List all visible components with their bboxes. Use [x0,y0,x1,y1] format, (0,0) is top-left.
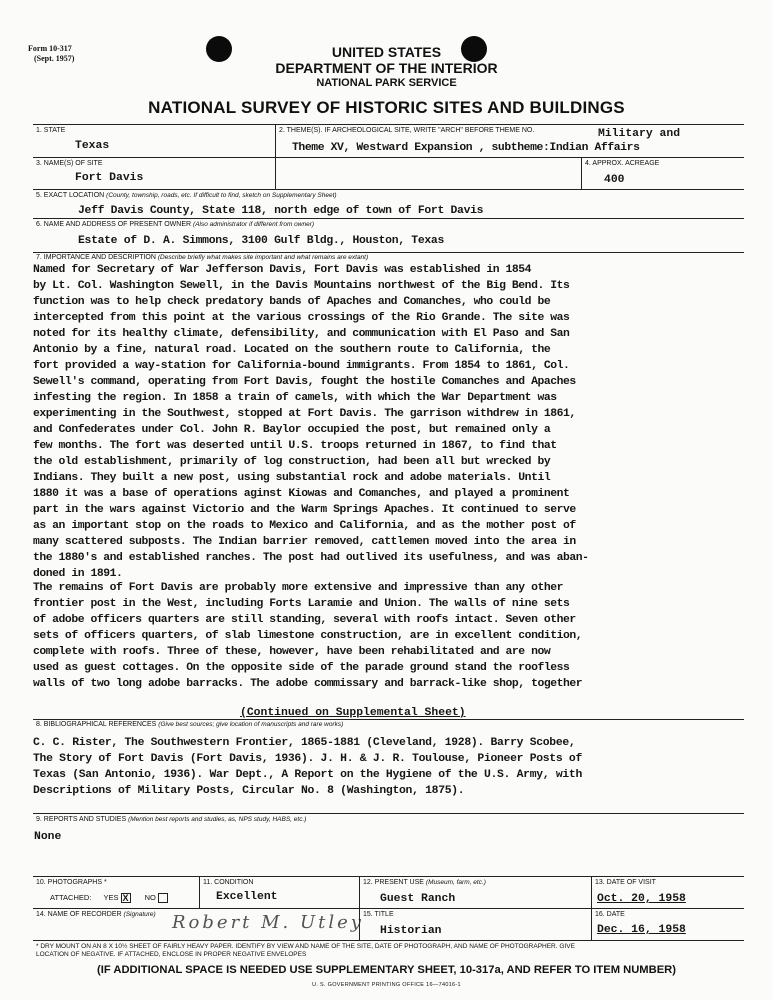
description-line: the 1880's and established ranches. The post had outlived its usefulness, and was aban- [33,552,589,564]
header-service: NATIONAL PARK SERVICE [316,77,457,89]
description-line: the old establishment, primarily of log construction, had been all but wrecked by [33,456,551,468]
bibliography-line: C. C. Rister, The Southwestern Frontier, 1865-1881 (Cleveland, 1928). Barry Scobee, [33,737,576,749]
yes-checkbox[interactable]: X [122,893,129,904]
no-checkbox[interactable] [158,893,168,903]
location-value: Jeff Davis County, State 118, north edge of town of Fort Davis [78,205,484,217]
date-of-visit-label: 13. DATE OF VISIT [595,879,656,886]
description-line: Antonio by a fine, natural road. Located on the southern route to California, the [33,344,551,356]
description-line: walls of two long adobe barracks. The adobe commissary and barrack-like shop, together [33,678,583,690]
form-number: Form 10-317 [28,44,72,53]
description-line: few months. The fort was deserted until U.S. troops returned in 1867, to find that [33,440,557,452]
description-line: function was to help check predatory bands of Apaches and Comanches, who could be [33,296,551,308]
form-title: NATIONAL SURVEY OF HISTORIC SITES AND BUILDINGS [148,98,625,117]
description-line: infesting the region. In 1858 a train of camels, with which the War Department was [33,392,557,404]
description-line: Named for Secretary of War Jefferson Davis, Fort Davis was established in 1854 [33,264,532,276]
additional-space-note: (IF ADDITIONAL SPACE IS NEEDED USE SUPPLEMENTARY SHEET, 10-317a, AND REFER TO ITEM NUMBER) [97,964,676,976]
state-value: Texas [75,140,110,152]
description-line: as an important stop on the roads to Mexico and California, and as the mother post of [33,520,576,532]
description-line: part in the wars against Victorio and the Warm Springs Apaches. It continued to serve [33,504,576,516]
description-line: 1880 it was a base of operations aginst Kiowas and Comanches, and played a prominent [33,488,570,500]
bibliography-label: 8. BIBLIOGRAPHICAL REFERENCES (Give best sources; give location of manuscripts and rare works) [36,721,344,728]
themes-value-2: Theme XV, Westward Expansion , subtheme:Indian Affairs [292,142,640,154]
description-line: many scattered subposts. The Indian barrier removed, cattlemen moved into the area in [33,536,576,548]
continued-note: (Continued on Supplemental Sheet) [240,707,466,719]
description-line: sets of officers quarters, of slab limestone construction, are in excellent condition, [33,630,583,642]
site-names-value: Fort Davis [75,172,144,184]
location-label: 5. EXACT LOCATION (County, township, roads, etc. If difficult to find, sketch on Supplementary Sheet) [36,192,337,199]
photographs-attached: ATTACHED: YES X NO [50,893,168,903]
description-line: The remains of Fort Davis are probably more extensive and impressive than any other [33,582,563,594]
date-value: Dec. 16, 1958 [597,924,686,936]
description-line: and Confederates under Col. John R. Baylor occupied the post, but remained only a [33,424,551,436]
recorder-title-label: 15. TITLE [363,911,394,918]
header-agency: UNITED STATES [331,44,442,60]
description-line: by Lt. Col. Washington Sewell, in the Davis Mountains northwest of the Big Bend. Its [33,280,570,292]
description-line: used as guest cottages. On the opposite side of the parade ground stand the roofless [33,662,570,674]
description-line: noted for its healthy climate, defensibility, and communication with El Paso and San [33,328,570,340]
state-label: 1. STATE [36,127,66,134]
date-of-visit-value: Oct. 20, 1958 [597,893,686,905]
bibliography-line: Texas (San Antonio, 1936). War Dept., A Report on the Hygiene of the U.S. Army, with [33,769,582,781]
condition-label: 11. CONDITION [203,879,254,886]
themes-value-1: Military and [598,128,681,140]
date-label: 16. DATE [595,911,625,918]
header-department: DEPARTMENT OF THE INTERIOR [275,60,498,76]
bibliography-line: The Story of Fort Davis (Fort Davis, 1936). J. H. & J. R. Toulouse, Pioneer Posts of [33,753,582,765]
description-line: intercepted from this point at the various crossings of the Rio Grande. The site was [33,312,570,324]
reports-value: None [34,831,62,843]
description-line: frontier post in the West, including Forts Laramie and Union. The walls of nine sets [33,598,570,610]
recorder-label: 14. NAME OF RECORDER (Signature) [36,911,156,918]
condition-value: Excellent [216,891,278,903]
site-names-label: 3. NAME(S) OF SITE [36,160,103,167]
photographs-label: 10. PHOTOGRAPHS * [36,879,107,886]
present-use-value: Guest Ranch [380,893,456,905]
acreage-label: 4. APPROX. ACREAGE [585,160,660,167]
form-date: (Sept. 1957) [34,54,75,63]
recorder-signature: Robert M. Utley [172,912,364,933]
owner-label: 6. NAME AND ADDRESS OF PRESENT OWNER (Also administrator if different from owner) [36,221,315,228]
photo-footnote: * DRY MOUNT ON AN 8 X 10½ SHEET OF FAIRLY HEAVY PAPER. IDENTIFY BY VIEW AND NAME OF THE SITE, DATE OF PHOTOGRAPH, AND NAME OF PHOTOGRAPHER. GIVE LOCATION OF NEGATIVE. IF ATTACHED, ENCLOSE IN PROPER NEGATIVE ENVELOPES [36,943,575,958]
description-line: experimenting in the Southwest, stopped at Fort Davis. The garrison withdrew in 1861, [33,408,576,420]
owner-value: Estate of D. A. Simmons, 3100 Gulf Bldg., Houston, Texas [78,235,444,247]
recorder-title-value: Historian [380,925,442,937]
description-line: doned in 1891. [33,568,123,580]
printing-office: U. S. GOVERNMENT PRINTING OFFICE 16—74016-1 [312,982,461,988]
description-line: Sewell's command, operating from Fort Davis, fought the hostile Comanches and Apaches [33,376,576,388]
description-line: fort provided a way-station for California-bound immigrants. From 1854 to 1861, Col. [33,360,570,372]
importance-label: 7. IMPORTANCE AND DESCRIPTION (Describe briefly what makes site important and what remains are extant) [36,254,369,261]
description-line: Indians. They built a new post, using substantial rock and adobe materials. Until [33,472,551,484]
description-line: complete with roofs. Three of these, however, have been rehabilitated and are now [33,646,551,658]
present-use-label: 12. PRESENT USE (Museum, farm, etc.) [363,879,486,886]
acreage-value: 400 [604,174,625,186]
themes-label: 2. THEME(S). IF ARCHEOLOGICAL SITE, WRITE "ARCH" BEFORE THEME NO. [279,127,535,134]
reports-label: 9. REPORTS AND STUDIES (Mention best reports and studies, as, NPS study, HABS, etc.) [36,816,307,823]
bibliography-line: Descriptions of Military Posts, Circular No. 8 (Washington, 1875). [33,785,465,797]
description-line: of adobe officers quarters are still standing, several with roofs intact. Seven other [33,614,576,626]
